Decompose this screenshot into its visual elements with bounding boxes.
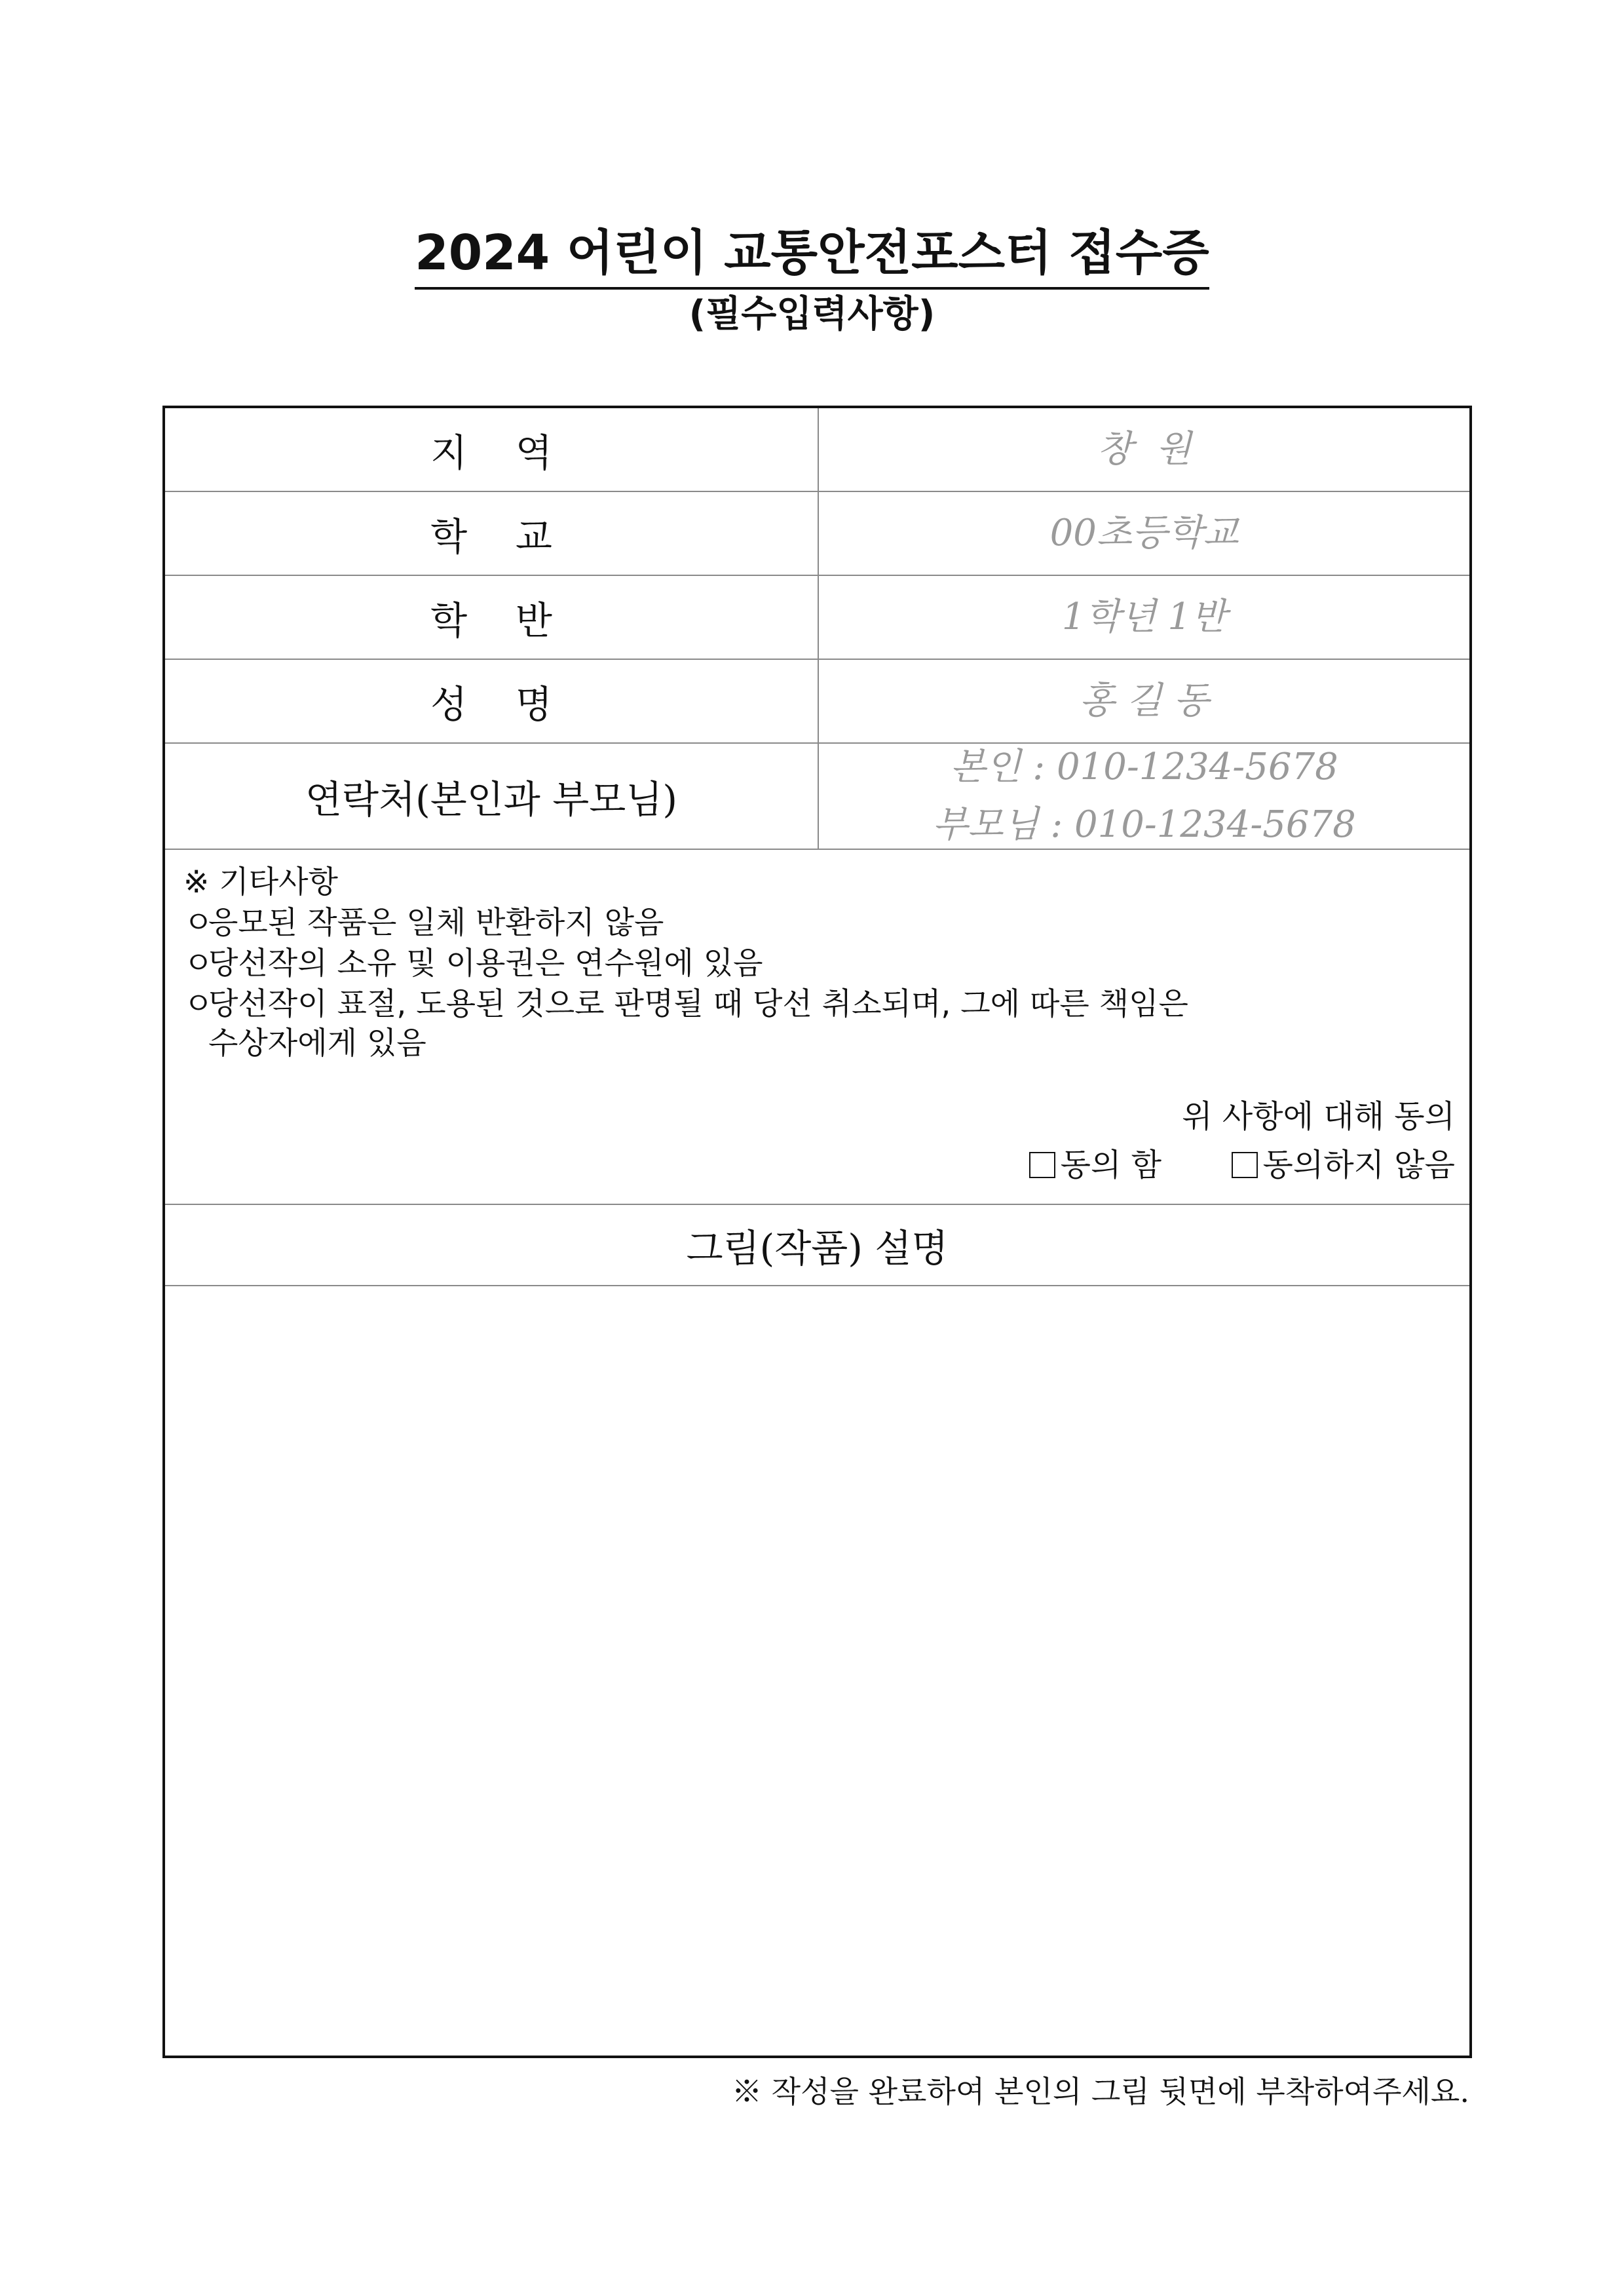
checkbox-icon[interactable] [1232,1152,1258,1178]
notes-item: ㅇ응모된 작품은 일체 반환하지 않음 [183,904,664,943]
class-label: 학 반 [165,576,819,659]
notes-section [165,850,1469,1205]
class-value: 1학년 1반 [1061,596,1227,638]
school-field[interactable] [819,492,1469,575]
name-label: 성 명 [165,660,819,742]
agreement-options [1029,1142,1455,1188]
disagree-option[interactable] [1232,1147,1455,1183]
field-row-class [165,576,1469,660]
field-row-school [165,492,1469,576]
disagree-label: 동의하지 않음 [1262,1147,1455,1183]
name-field[interactable] [819,660,1469,742]
document-title: 2024 어린이 교통안전포스터 접수증 [0,220,1624,290]
contact-label: 연락처(본인과 부모님) [165,744,819,849]
notes-item: ㅇ당선작이 표절, 도용된 것으로 판명될 때 당선 취소되며, 그에 따른 책임은 [183,985,1188,1024]
agree-option[interactable] [1029,1147,1161,1183]
entry-form [162,406,1472,2058]
notes-heading: ※ 기타사항 [183,864,338,900]
notes-item-continued: 수상자에게 있음 [208,1025,426,1062]
contact-self-value: 본인 : 010-1234-5678 [950,746,1338,788]
class-field[interactable] [819,576,1469,659]
document-subtitle: (필수입력사항) [689,293,935,335]
field-row-name [165,660,1469,744]
bullet-icon: ㅇ [183,946,214,982]
bullet-icon: ㅇ [183,986,214,1022]
field-row-region [165,408,1469,492]
agree-label: 동의 함 [1060,1147,1161,1183]
region-label: 지 역 [165,408,819,491]
school-value: 00초등학교 [1049,512,1239,554]
description-heading: 그림(작품) 설명 [165,1205,1469,1286]
contact-parent-value: 부모님 : 010-1234-5678 [932,803,1356,846]
footnote: ※ 작성을 완료하여 본인의 그림 뒷면에 부착하여주세요. [732,2074,1469,2109]
notes-item: ㅇ당선작의 소유 및 이용권은 연수원에 있음 [183,944,763,984]
field-row-contact [165,744,1469,850]
agreement-prompt: 위 사항에 대해 동의 [1182,1098,1455,1135]
bullet-icon: ㅇ [183,905,214,941]
region-value: 창 원 [1097,428,1192,470]
region-field[interactable] [819,408,1469,491]
school-label: 학 교 [165,492,819,575]
checkbox-icon[interactable] [1029,1152,1055,1178]
name-value: 홍 길 동 [1079,679,1209,722]
contact-field[interactable] [819,744,1469,849]
description-field[interactable] [165,1286,1469,2056]
